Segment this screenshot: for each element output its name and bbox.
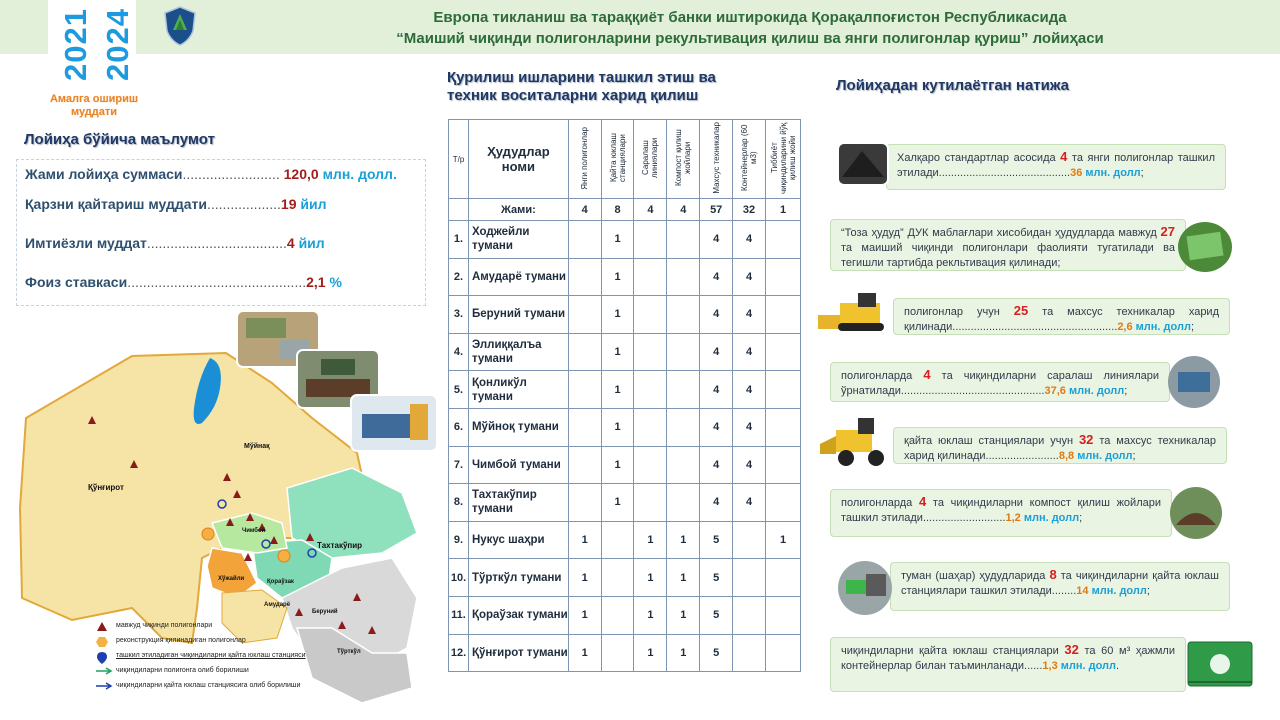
shield-logo-icon [163,6,197,46]
map-label-amudarya: Амударё [264,602,291,608]
table-cell: 1 [568,521,601,559]
table-cell [766,484,801,522]
col-header-sorting: Саралаш линиялари [634,120,667,199]
table-cell [667,296,700,334]
table-cell [634,446,667,484]
table-cell [733,521,766,559]
table-cell [634,221,667,259]
table-cell [634,296,667,334]
table-header-row [449,120,801,199]
table-cell: 5 [700,634,733,672]
table-cell: 5 [700,521,733,559]
table-cell: 4 [733,371,766,409]
table-cell [667,258,700,296]
table-cell [667,446,700,484]
col-header-name: Ҳудудлар номи [468,120,568,199]
table-cell [667,333,700,371]
row-district-name: Беруний тумани [468,296,568,334]
row-district-name: Қонликўл тумани [468,371,568,409]
table-cell [568,484,601,522]
table-cell [601,634,634,672]
col-header-medical: Тиббиёт чиқиндиларини йўқ қилиш жойи [766,120,801,199]
total-label: Жами: [468,199,568,221]
header-title-line1: Европа тикланиш ва тараққиёт банки иштирокида Қорақалпоғистон Республикасида [433,9,1067,26]
map-legend [96,620,306,695]
table-cell [568,258,601,296]
table-cell [766,221,801,259]
table-cell: 1 [601,221,634,259]
table-cell: 4 [733,221,766,259]
row-number: 2. [449,258,469,296]
table-cell: 4 [700,408,733,446]
table-cell [634,258,667,296]
table-cell: 1 [568,559,601,597]
row-number: 10. [449,559,469,597]
table-row [449,634,801,672]
map-label-karauzak: Қораўзак [267,579,294,585]
table-cell [667,371,700,409]
row-number: 4. [449,333,469,371]
map-label-takhtakupir: Тахтакўпир [317,541,363,550]
table-cell: 4 [733,258,766,296]
year-end: 2024 [100,8,135,81]
row-district-name: Тўрткўл тумани [468,559,568,597]
table-cell [766,371,801,409]
table-cell [667,484,700,522]
row-number: 11. [449,596,469,634]
table-cell [667,408,700,446]
table-cell: 1 [601,333,634,371]
table-cell [766,634,801,672]
row-number: 5. [449,371,469,409]
map-label-khojeyli: Хўжайли [218,576,245,582]
table-row [449,296,801,334]
table-row [449,484,801,522]
table-cell: 1 [601,258,634,296]
table-cell [766,296,801,334]
col-header-stations: Қайта юклаш станциялари [601,120,634,199]
table-cell [733,559,766,597]
table-cell [733,596,766,634]
table-cell: 4 [700,371,733,409]
table-cell [601,559,634,597]
table-cell: 4 [733,296,766,334]
result-item-1: Халқаро стандартлар асосида 4 та янги полигонлар ташкил этилади...........................................36 млн. долл; [886,144,1226,190]
info-panel [16,159,426,306]
row-number: 1. [449,221,469,259]
table-row [449,258,801,296]
table-total-row [449,199,801,221]
row-number: 8. [449,484,469,522]
results-title: Лойиҳадан кутилаётган натижа [836,77,1070,94]
green-arrow-icon [96,667,114,675]
result-item-8: чиқиндиларни қайта юклаш станциялари 32 та 60 м³ ҳажмли контейнерлар билан таъминланади......1,3 млн. долл. [830,637,1186,692]
col-header-compost: Компост қилиш жойлари [667,120,700,199]
table-cell [766,408,801,446]
row-district-name: Мўйноқ тумани [468,408,568,446]
table-cell: 4 [733,408,766,446]
photo-compost-site [1168,485,1224,541]
header-title-line2: “Маиший чиқинди полигонларини рекультивация қилиш ва янги полигонлар қуриш” лойиҳаси [396,30,1104,47]
col-header-new-landfills: Янги полигонлар [568,120,601,199]
info-row-total-sum: Жами лойиҳа суммаси......................... 120,0 млн. долл. [25,166,397,182]
table-cell [766,258,801,296]
table-cell [634,333,667,371]
row-district-name: Ходжейли тумани [468,221,568,259]
legend-item-to-landfill: чиқиндиларни полигонга олиб борилиши [96,665,306,680]
table-row [449,221,801,259]
works-table-title: Қурилиш ишларини ташкил этиш ва техник воситаларни харид қилиш [447,69,716,104]
row-number: 7. [449,446,469,484]
table-cell: 1 [667,596,700,634]
table-row [449,596,801,634]
triangle-icon [96,622,108,632]
row-district-name: Қораўзак тумани [468,596,568,634]
table-cell: 4 [700,296,733,334]
table-cell: 1 [568,634,601,672]
table-cell: 1 [568,596,601,634]
col-header-containers: Контейнерлар (60 м3) [733,120,766,199]
table-cell: 4 [700,333,733,371]
table-cell: 4 [733,446,766,484]
table-cell [766,446,801,484]
result-item-6: полигонларда 4 та чиқиндиларни компост қилиш жойлари ташкил этилади...........................1,2 млн. долл; [830,489,1172,537]
row-number: 9. [449,521,469,559]
table-cell: 1 [601,446,634,484]
total-cell: 8 [601,199,634,221]
map-label-muynak: Мўйнақ [244,443,270,450]
total-cell: 1 [766,199,801,221]
period-label: Амалга ошириш муддати [49,93,139,118]
table-cell: 1 [667,559,700,597]
wheel-loader-icon [818,414,894,468]
row-district-name: Амударё тумани [468,258,568,296]
table-cell [568,371,601,409]
info-row-interest: Фоиз ставкаси..............................................2,1 % [25,274,342,290]
table-cell [634,408,667,446]
row-district-name: Қўнғирот тумани [468,634,568,672]
hexagon-icon [96,637,108,647]
table-cell: 4 [700,221,733,259]
table-row [449,371,801,409]
table-cell: 1 [634,559,667,597]
result-item-2: “Тоза ҳудуд” ДУК маблағлари хисобидан ҳудудларда мавжуд 27 та маиший чиқинди полигонлари фаолияти тугатилади ва тегишли тартибда рекльтивация қилинади; [830,219,1186,271]
total-cell: 4 [568,199,601,221]
table-cell: 1 [667,634,700,672]
col-header-vehicles: Махсус техникалар [700,120,733,199]
info-row-grace: Имтиёзли муддат....................................4 йил [25,235,325,251]
table-cell [634,371,667,409]
table-row [449,446,801,484]
blue-arrow-icon [96,682,114,690]
photo-sorting-line-2 [1166,354,1222,410]
row-district-name: Чимбой тумани [468,446,568,484]
table-cell: 1 [634,596,667,634]
info-row-repayment: Қарзни қайтариш муддати...................19 йил [25,196,327,212]
table-cell [568,446,601,484]
table-cell: 1 [601,371,634,409]
legend-item-station: ташкил этиладиган чиқиндиларни қайта юклаш станцияси [96,650,306,665]
photo-transfer-station [836,560,894,616]
table-cell: 4 [733,333,766,371]
table-cell [568,408,601,446]
row-number: 6. [449,408,469,446]
row-district-name: Нукус шаҳри [468,521,568,559]
table-cell: 4 [700,446,733,484]
row-district-name: Эллиққалъа тумани [468,333,568,371]
table-cell [601,521,634,559]
row-district-name: Тахтакўпир тумани [468,484,568,522]
info-title: Лойиҳа бўйича маълумот [24,131,215,148]
col-header-no: Т/р [449,120,469,199]
table-cell: 4 [700,258,733,296]
total-cell: 4 [634,199,667,221]
bulldozer-icon [814,289,892,335]
table-cell: 1 [634,521,667,559]
table-cell: 1 [601,408,634,446]
result-item-4: полигонларда 4 та чиқиндиларни саралаш линиялари ўрнатилади...............................................37,6 млн. долл; [830,362,1170,402]
works-table [448,119,801,672]
result-item-5: қайта юклаш станциялари учун 32 та махсус техникалар харид қилинади........................8,8 млн. долл; [893,427,1227,464]
map-label-beruniy: Беруний [312,609,338,615]
table-cell: 1 [766,521,801,559]
table-cell: 5 [700,559,733,597]
table-cell [766,559,801,597]
table-cell [601,596,634,634]
total-cell: 57 [700,199,733,221]
table-row [449,408,801,446]
table-row [449,559,801,597]
table-cell [568,296,601,334]
table-row [449,333,801,371]
total-cell: 32 [733,199,766,221]
table-cell: 1 [601,296,634,334]
table-cell: 1 [667,521,700,559]
legend-item-reconstruction: реконструкция қилинадиган полигонлар [96,635,306,650]
table-cell: 4 [700,484,733,522]
map-label-chimbay: Чимбой [242,528,266,534]
total-cell: 4 [667,199,700,221]
table-cell [634,484,667,522]
map-label-kungrad: Қўнғирот [88,483,124,492]
photo-recultivated-landfill [1176,220,1234,274]
map-pin-icon [96,652,108,664]
container-icon [1184,632,1256,692]
table-cell [766,596,801,634]
table-cell: 1 [601,484,634,522]
row-number: 12. [449,634,469,672]
table-cell: 4 [733,484,766,522]
table-cell [568,221,601,259]
legend-item-existing: мавжуд чиқинди полигонлари [96,620,306,635]
table-cell [568,333,601,371]
photo-new-landfill [836,141,890,187]
table-cell: 1 [634,634,667,672]
result-item-7: туман (шаҳар) ҳудудларида 8 та чиқиндиларни қайта юклаш станциялари ташкил этилади........14 млн. долл; [890,562,1230,611]
table-cell: 5 [700,596,733,634]
year-start: 2021 [58,8,93,81]
table-cell [766,333,801,371]
row-number: 3. [449,296,469,334]
table-row [449,521,801,559]
result-item-3: полигонлар учун 25 та махсус техникалар харид қилинади......................................................2,6 млн. долл; [893,298,1230,335]
table-cell [733,634,766,672]
map-label-turtkul: Тўрткўл [337,649,361,655]
photo-compost-facility [350,394,438,452]
legend-item-to-station: чиқиндиларни қайта юклаш станциясига олиб борилиши [96,680,306,695]
table-cell [667,221,700,259]
